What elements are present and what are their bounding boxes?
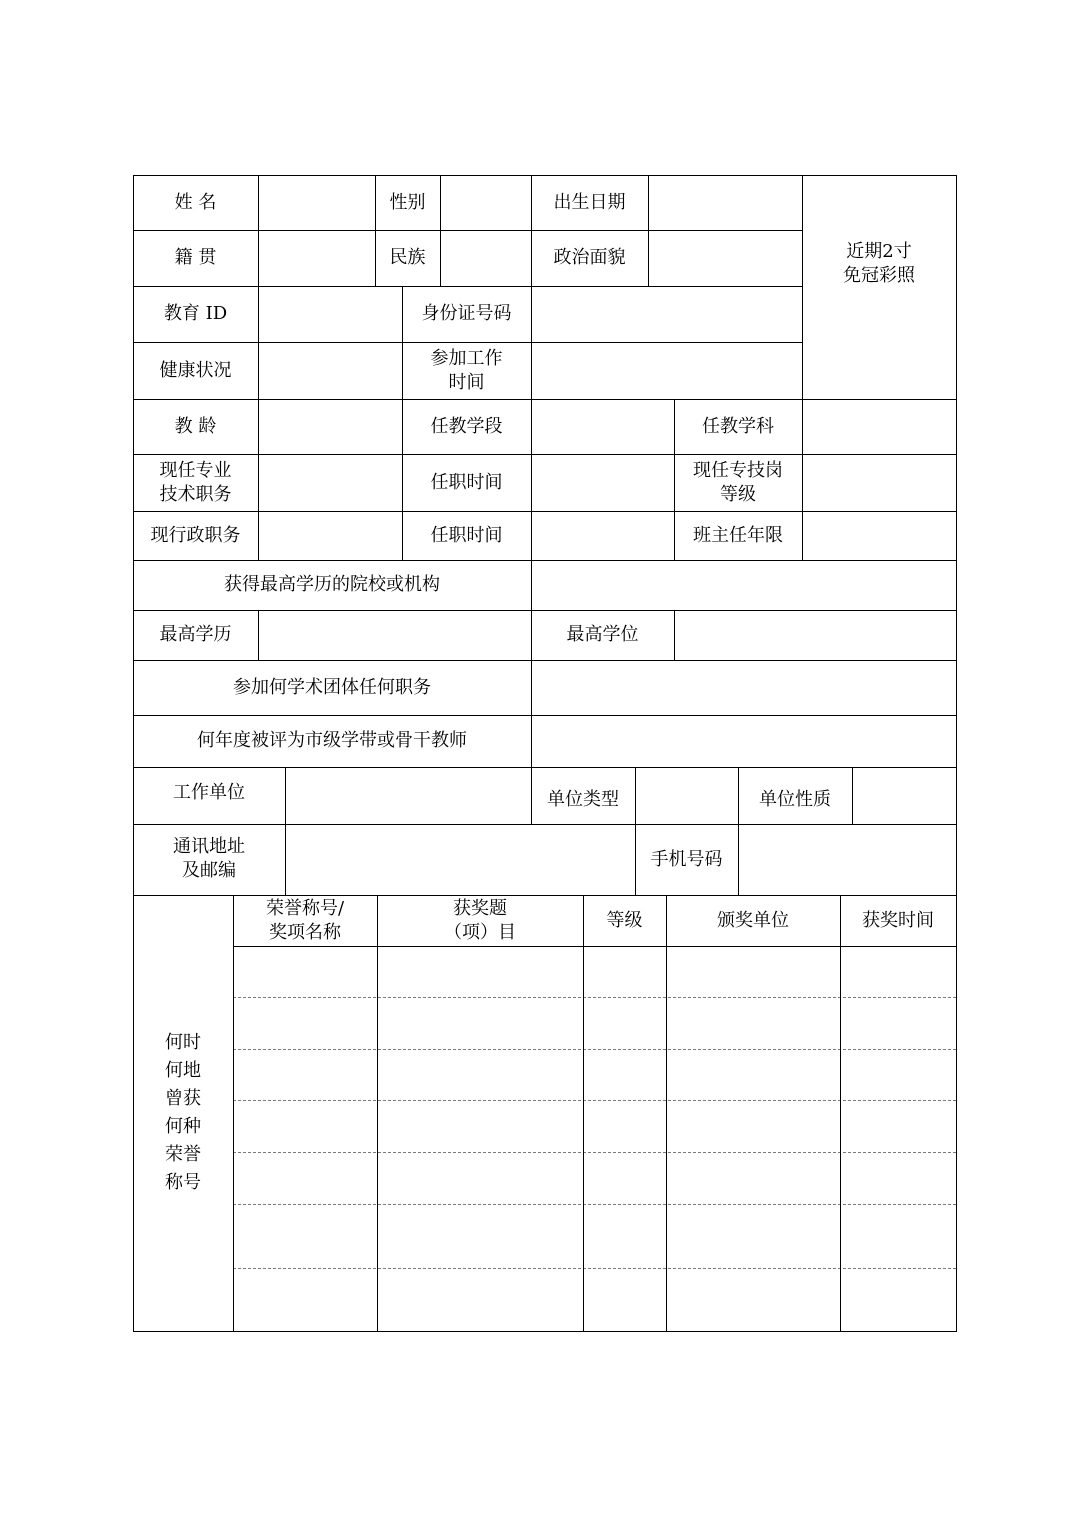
border-bottom <box>133 1331 957 1332</box>
highest-education-field[interactable] <box>259 611 531 660</box>
birth-date-label: 出生日期 <box>553 191 626 213</box>
admin-appointment-time-field[interactable] <box>532 512 674 560</box>
highest-education-label: 最高学历 <box>159 624 232 645</box>
birth-date-field[interactable] <box>649 176 802 230</box>
honors-label-line: 曾获 <box>165 1088 201 1109</box>
teaching-stage-label: 任教学段 <box>430 415 503 437</box>
honors-label-line: 何地 <box>165 1060 201 1081</box>
current-title-label: 现任专业 技术职务 <box>159 459 232 505</box>
honor-entry-row[interactable] <box>234 1205 956 1268</box>
head-teacher-years-label: 班主任年限 <box>693 524 783 546</box>
backbone-teacher-label: 何年度被评为市级学带或骨干教师 <box>197 730 467 751</box>
ethnicity-field[interactable] <box>441 231 531 286</box>
backbone-teacher-field[interactable] <box>532 716 956 767</box>
unit-type-field[interactable] <box>636 768 738 824</box>
teaching-subject-label: 任教学科 <box>702 415 774 437</box>
admin-position-label: 现行政职务 <box>150 524 241 546</box>
teaching-years-label: 教 龄 <box>174 415 217 437</box>
teaching-subject-field[interactable] <box>803 400 956 454</box>
name-field[interactable] <box>259 176 375 230</box>
awarding-unit-header: 颁奖单位 <box>717 909 789 931</box>
teaching-stage-field[interactable] <box>532 400 674 454</box>
award-project-header: 获奖题 （项）目 <box>444 897 516 943</box>
current-title-field[interactable] <box>259 455 402 511</box>
address-field[interactable] <box>286 825 635 895</box>
work-start-label: 参加工作 时间 <box>430 347 503 393</box>
honor-title-header: 荣誉称号/ 奖项名称 <box>265 897 345 943</box>
border-right <box>956 175 957 1332</box>
native-place-field[interactable] <box>259 231 375 286</box>
institution-label: 获得最高学历的院校或机构 <box>224 574 440 595</box>
political-status-label: 政治面貌 <box>553 247 626 268</box>
admin-position-field[interactable] <box>259 512 402 560</box>
political-status-field[interactable] <box>649 231 802 286</box>
honor-entry-row[interactable] <box>234 998 956 1049</box>
highest-degree-field[interactable] <box>675 611 956 660</box>
education-id-field[interactable] <box>259 287 402 342</box>
academic-group-field[interactable] <box>532 661 956 715</box>
id-number-field[interactable] <box>532 287 802 342</box>
honors-section-label <box>133 1028 233 1198</box>
phone-field[interactable] <box>739 825 956 895</box>
honors-label-line: 荣誉 <box>165 1144 201 1165</box>
native-place-label: 籍 贯 <box>174 247 217 268</box>
name-label: 姓 名 <box>174 191 217 213</box>
teaching-years-field[interactable] <box>259 400 402 454</box>
honor-entry-row[interactable] <box>234 1269 956 1331</box>
gender-label: 性别 <box>389 191 426 213</box>
unit-type-label: 单位类型 <box>547 788 619 810</box>
honor-entry-row[interactable] <box>234 1101 956 1152</box>
ethnicity-label: 民族 <box>389 247 426 268</box>
honors-label-line: 何种 <box>165 1116 201 1137</box>
post-level-label: 现任专技岗 等级 <box>693 459 783 505</box>
photo-placeholder[interactable]: 近期2寸 免冠彩照 <box>843 241 915 286</box>
employer-field[interactable] <box>286 768 531 824</box>
highest-degree-label: 最高学位 <box>566 624 639 645</box>
head-teacher-years-field[interactable] <box>803 512 956 560</box>
unit-nature-label: 单位性质 <box>759 788 831 810</box>
award-level-header: 等级 <box>606 909 643 931</box>
academic-group-label: 参加何学术团体任何职务 <box>233 676 431 698</box>
address-label: 通讯地址 及邮编 <box>173 835 245 881</box>
work-start-field[interactable] <box>532 343 802 399</box>
id-number-label: 身份证号码 <box>421 303 512 324</box>
post-level-field[interactable] <box>803 455 956 511</box>
education-id-label: 教育 ID <box>163 303 228 324</box>
admin-appointment-time-label: 任职时间 <box>430 524 503 546</box>
honor-entry-row[interactable] <box>234 947 956 997</box>
phone-label: 手机号码 <box>650 848 723 870</box>
employer-label: 工作单位 <box>173 781 245 803</box>
award-time-header: 获奖时间 <box>862 909 934 931</box>
unit-nature-field[interactable] <box>853 768 956 824</box>
health-label: 健康状况 <box>159 359 232 381</box>
health-field[interactable] <box>259 343 402 399</box>
honor-entry-row[interactable] <box>234 1153 956 1204</box>
gender-field[interactable] <box>441 176 531 230</box>
honor-entry-row[interactable] <box>234 1050 956 1100</box>
title-appointment-time-label: 任职时间 <box>430 471 503 493</box>
title-appointment-time-field[interactable] <box>532 455 674 511</box>
honors-label-line: 称号 <box>165 1172 201 1193</box>
honors-label-line: 何时 <box>165 1032 201 1053</box>
institution-field[interactable] <box>532 561 956 610</box>
